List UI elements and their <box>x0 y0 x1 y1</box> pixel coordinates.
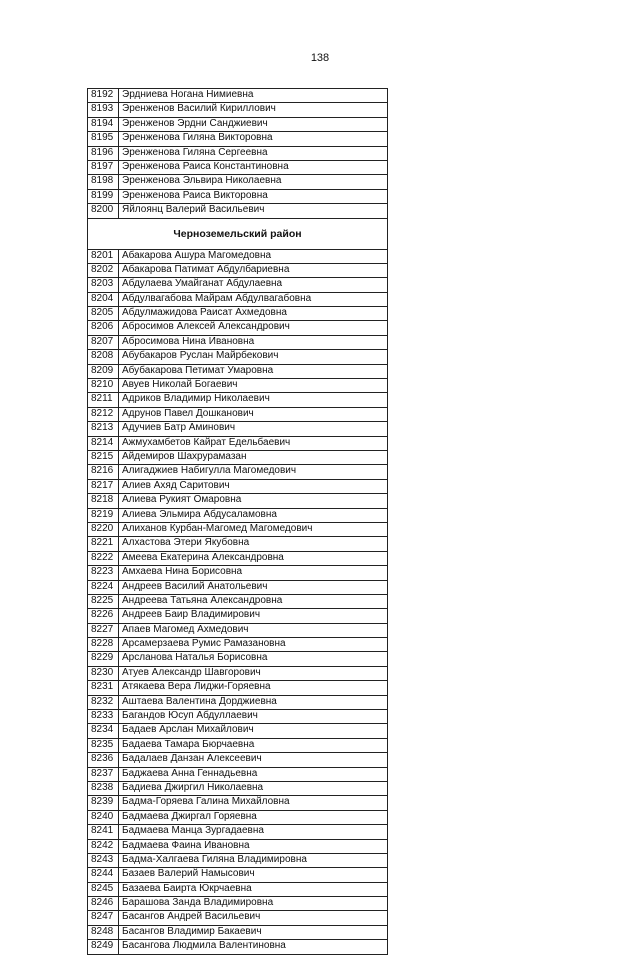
table-row <box>87 883 388 897</box>
table-row <box>87 940 388 954</box>
row-number: 8205 <box>88 307 119 320</box>
row-number: 8243 <box>88 854 119 867</box>
row-name: Апаев Магомед Ахмедович <box>122 623 249 635</box>
table-row <box>87 350 388 364</box>
row-name: Алиханов Курбан-Магомед Магомедович <box>122 522 313 534</box>
table-row <box>87 204 388 218</box>
row-name: Эренженова Раиса Константиновна <box>122 160 289 172</box>
row-number: 8231 <box>88 681 119 694</box>
row-number: 8236 <box>88 753 119 766</box>
table-row <box>87 307 388 321</box>
row-number: 8245 <box>88 883 119 896</box>
row-number: 8201 <box>88 250 119 263</box>
row-name: Бадалаев Данзан Алексеевич <box>122 753 262 765</box>
row-number: 8223 <box>88 566 119 579</box>
table-row <box>87 336 388 350</box>
table-row <box>87 753 388 767</box>
row-number: 8206 <box>88 321 119 334</box>
row-name: Абубакаров Руслан Майрбекович <box>122 350 279 362</box>
row-number: 8213 <box>88 422 119 435</box>
table-row <box>87 537 388 551</box>
row-number: 8233 <box>88 710 119 723</box>
row-number: 8203 <box>88 278 119 291</box>
row-name: Эренженова Эльвира Николаевна <box>122 175 282 187</box>
table-row <box>87 161 388 175</box>
row-number: 8220 <box>88 523 119 536</box>
row-name: Эренженов Эрдни Санджиевич <box>122 117 268 129</box>
table-row <box>87 264 388 278</box>
table-row <box>87 451 388 465</box>
table-row <box>87 796 388 810</box>
row-name: Арсамерзаева Румис Рамазановна <box>122 638 286 650</box>
table-row <box>87 118 388 132</box>
row-number: 8246 <box>88 897 119 910</box>
row-number: 8192 <box>88 89 119 102</box>
row-number: 8222 <box>88 552 119 565</box>
row-number: 8234 <box>88 724 119 737</box>
table-row <box>87 926 388 940</box>
row-name: Баджаева Анна Геннадьевна <box>122 767 258 779</box>
row-number: 8229 <box>88 652 119 665</box>
row-number: 8217 <box>88 480 119 493</box>
row-number: 8249 <box>88 940 119 953</box>
row-number: 8225 <box>88 595 119 608</box>
row-number: 8248 <box>88 926 119 939</box>
row-number: 8200 <box>88 204 119 217</box>
row-number: 8224 <box>88 581 119 594</box>
table-row <box>87 739 388 753</box>
row-number: 8202 <box>88 264 119 277</box>
row-number: 8239 <box>88 796 119 809</box>
page-number: 138 <box>310 52 330 64</box>
table-row <box>87 278 388 292</box>
row-name: Абубакарова Петимат Умаровна <box>122 364 274 376</box>
table-row <box>87 782 388 796</box>
table-row <box>87 494 388 508</box>
row-name: Бадаева Тамара Бюрчаевна <box>122 738 255 750</box>
row-name: Алиев Ахяд Саритович <box>122 479 230 491</box>
row-name: Арсланова Наталья Борисовна <box>122 652 268 664</box>
table-row <box>87 897 388 911</box>
table-row <box>87 250 388 264</box>
table-row <box>87 103 388 117</box>
row-name: Атякаева Вера Лиджи-Горяевна <box>122 681 271 693</box>
row-name: Айдемиров Шахрурамазан <box>122 450 247 462</box>
row-number: 8240 <box>88 811 119 824</box>
row-number: 8238 <box>88 782 119 795</box>
row-number: 8228 <box>88 638 119 651</box>
voter-list-table <box>87 88 388 955</box>
row-name: Адриков Владимир Николаевич <box>122 393 270 405</box>
table-row <box>87 811 388 825</box>
row-name: Барашова Занда Владимировна <box>122 897 274 909</box>
row-number: 8244 <box>88 868 119 881</box>
row-name: Андреева Татьяна Александровна <box>122 594 283 606</box>
table-row <box>87 609 388 623</box>
row-number: 8227 <box>88 624 119 637</box>
rows-before-section <box>87 88 388 219</box>
row-name: Бадмаева Манца Зургадаевна <box>122 825 264 837</box>
table-row <box>87 422 388 436</box>
row-name: Атуев Александр Шавгорович <box>122 666 261 678</box>
row-number: 8212 <box>88 408 119 421</box>
table-row <box>87 408 388 422</box>
row-name: Адрунов Павел Дошканович <box>122 407 254 419</box>
row-number: 8193 <box>88 103 119 116</box>
table-row <box>87 379 388 393</box>
row-name: Алхастова Этери Якубовна <box>122 537 250 549</box>
table-row <box>87 321 388 335</box>
row-number: 8226 <box>88 609 119 622</box>
row-number: 8232 <box>88 696 119 709</box>
row-number: 8211 <box>88 393 119 406</box>
row-name: Базаева Баирта Юкрчаевна <box>122 882 252 894</box>
row-name: Абакарова Патимат Абдулбариевна <box>122 263 290 275</box>
table-row <box>87 175 388 189</box>
row-number: 8235 <box>88 739 119 752</box>
row-number: 8198 <box>88 175 119 188</box>
row-number: 8210 <box>88 379 119 392</box>
row-number: 8215 <box>88 451 119 464</box>
table-row <box>87 480 388 494</box>
table-row <box>87 840 388 854</box>
row-number: 8199 <box>88 190 119 203</box>
table-row <box>87 595 388 609</box>
row-name: Бадмаева Фаина Ивановна <box>122 839 250 851</box>
row-name: Бадаев Арслан Михайлович <box>122 724 254 736</box>
row-number: 8219 <box>88 509 119 522</box>
row-name: Яйлоянц Валерий Васильевич <box>122 204 265 216</box>
row-name: Абдулмажидова Раисат Ахмедовна <box>122 307 287 319</box>
row-number: 8221 <box>88 537 119 550</box>
row-name: Эренженова Гиляна Сергеевна <box>122 146 268 158</box>
row-name: Андреев Баир Владимирович <box>122 609 261 621</box>
row-name: Эренженов Василий Кириллович <box>122 103 276 115</box>
table-row <box>87 581 388 595</box>
table-row <box>87 624 388 638</box>
row-name: Адучиев Батр Аминович <box>122 422 236 434</box>
table-row <box>87 638 388 652</box>
table-row <box>87 147 388 161</box>
table-row <box>87 667 388 681</box>
row-name: Абросимов Алексей Александрович <box>122 321 290 333</box>
table-row <box>87 437 388 451</box>
row-number: 8218 <box>88 494 119 507</box>
row-number: 8242 <box>88 840 119 853</box>
row-name: Эренженова Гиляна Викторовна <box>122 132 273 144</box>
row-name: Басангов Владимир Бакаевич <box>122 925 262 937</box>
row-number: 8247 <box>88 911 119 924</box>
table-row <box>87 552 388 566</box>
row-name: Алиева Эльмира Абдусаламовна <box>122 508 277 520</box>
row-name: Абдулаева Умайганат Абдулаевна <box>122 278 283 290</box>
row-number: 8194 <box>88 118 119 131</box>
row-name: Абдулвагабова Майрам Абдулвагабовна <box>122 292 312 304</box>
row-number: 8230 <box>88 667 119 680</box>
row-number: 8214 <box>88 437 119 450</box>
row-name: Авуев Николай Богаевич <box>122 379 238 391</box>
table-row <box>87 681 388 695</box>
row-name: Базаев Валерий Намысович <box>122 868 255 880</box>
table-row <box>87 911 388 925</box>
row-number: 8207 <box>88 336 119 349</box>
section-title: Черноземельский район <box>87 219 388 250</box>
table-row <box>87 854 388 868</box>
table-row <box>87 710 388 724</box>
table-row <box>87 365 388 379</box>
row-number: 8208 <box>88 350 119 363</box>
row-number: 8237 <box>88 768 119 781</box>
table-row <box>87 393 388 407</box>
row-number: 8196 <box>88 147 119 160</box>
row-number: 8204 <box>88 293 119 306</box>
rows-after-section <box>87 250 388 955</box>
row-number: 8209 <box>88 365 119 378</box>
row-name: Бадма-Халгаева Гиляна Владимировна <box>122 853 307 865</box>
table-row <box>87 566 388 580</box>
row-number: 8216 <box>88 465 119 478</box>
row-number: 8197 <box>88 161 119 174</box>
row-name: Бадма-Горяева Галина Михайловна <box>122 796 290 808</box>
table-row <box>87 825 388 839</box>
table-row <box>87 652 388 666</box>
row-name: Бадиева Джиргил Николаевна <box>122 781 264 793</box>
table-row <box>87 132 388 146</box>
row-name: Басангов Андрей Васильевич <box>122 911 261 923</box>
row-number: 8241 <box>88 825 119 838</box>
row-name: Амеева Екатерина Александровна <box>122 551 284 563</box>
row-name: Ажмухамбетов Кайрат Едельбаевич <box>122 436 291 448</box>
row-name: Андреев Василий Анатольевич <box>122 580 268 592</box>
row-name: Бадмаева Джиргал Горяевна <box>122 810 257 822</box>
row-name: Аштаева Валентина Дорджиевна <box>122 695 277 707</box>
table-row <box>87 88 388 103</box>
row-name: Амхаева Нина Борисовна <box>122 566 243 578</box>
table-row <box>87 523 388 537</box>
row-number: 8195 <box>88 132 119 145</box>
table-row <box>87 768 388 782</box>
table-row <box>87 724 388 738</box>
table-row <box>87 465 388 479</box>
table-row <box>87 696 388 710</box>
row-name: Алигаджиев Набигулла Магомедович <box>122 465 297 477</box>
table-row <box>87 190 388 204</box>
table-row <box>87 509 388 523</box>
row-name: Эренженова Раиса Викторовна <box>122 189 268 201</box>
row-name: Басангова Людмила Валентиновна <box>122 940 286 952</box>
row-name: Алиева Рукият Омаровна <box>122 494 242 506</box>
row-name: Эрдниева Ногана Нимиевна <box>122 89 254 100</box>
row-name: Багандов Юсуп Абдуллаевич <box>122 710 258 722</box>
row-name: Абакарова Ашура Магомедовна <box>122 249 272 261</box>
row-name: Абросимова Нина Ивановна <box>122 335 255 347</box>
table-row <box>87 868 388 882</box>
table-row <box>87 293 388 307</box>
